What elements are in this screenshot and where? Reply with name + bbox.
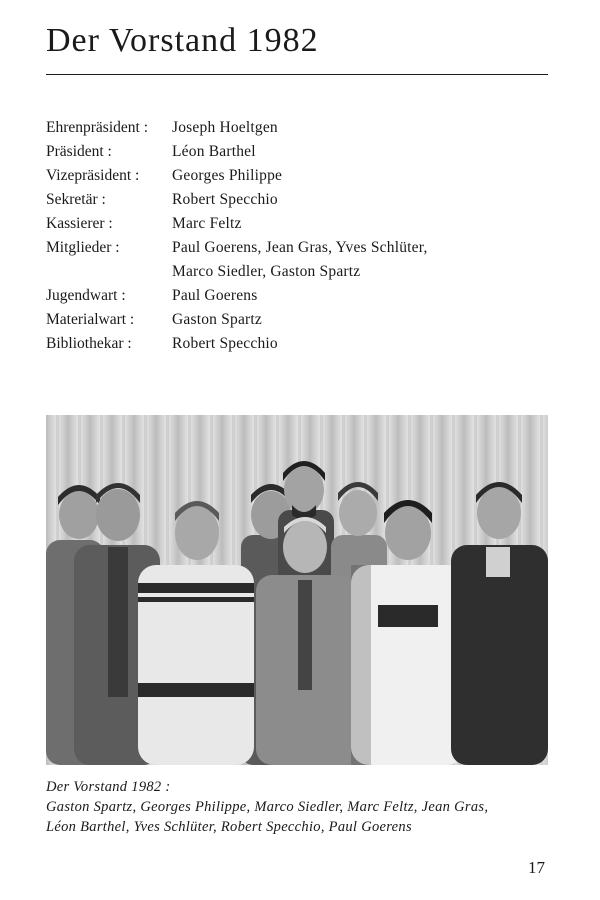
caption-line: Gaston Spartz, Georges Philippe, Marco Siedler, Marc Feltz, Jean Gras, xyxy=(46,799,489,815)
page-number: 17 xyxy=(528,858,545,877)
role-label: Sekretär : xyxy=(46,191,106,208)
caption-line: Léon Barthel, Yves Schlüter, Robert Specchio, Paul Goerens xyxy=(46,819,412,835)
member-names: Marc Feltz xyxy=(172,215,242,232)
role-label: Materialwart : xyxy=(46,311,135,328)
board-row-ehrenpraesident xyxy=(46,116,556,140)
board-list xyxy=(46,116,556,356)
role-label: Kassierer : xyxy=(46,215,113,232)
title-rule xyxy=(46,74,548,75)
group-photo xyxy=(46,415,548,765)
member-names: Léon Barthel xyxy=(172,143,256,160)
board-row-vizepraesident xyxy=(46,164,556,188)
member-names: Georges Philippe xyxy=(172,167,283,184)
role-label: Vizepräsident : xyxy=(46,167,140,184)
member-names: Paul Goerens xyxy=(172,287,258,304)
member-names-line: Paul Goerens, Jean Gras, Yves Schlüter, xyxy=(172,239,428,256)
board-row-bibliothekar xyxy=(46,332,556,356)
board-row-materialwart xyxy=(46,308,556,332)
member-names: Robert Specchio xyxy=(172,335,278,352)
member-names: Joseph Hoeltgen xyxy=(172,119,278,136)
member-names: Robert Specchio xyxy=(172,191,278,208)
role-label: Bibliothekar : xyxy=(46,335,132,352)
board-row-mitglieder xyxy=(46,236,556,284)
role-label: Mitglieder : xyxy=(46,239,120,256)
photo-caption xyxy=(46,777,566,837)
role-label: Jugendwart : xyxy=(46,287,126,304)
member-names: Gaston Spartz xyxy=(172,311,262,328)
member-names-line: Marco Siedler, Gaston Spartz xyxy=(172,263,361,280)
board-row-jugendwart xyxy=(46,284,556,308)
group-photo-illustration xyxy=(46,415,548,765)
role-label: Präsident : xyxy=(46,143,112,160)
board-row-praesident xyxy=(46,140,556,164)
caption-heading: Der Vorstand 1982 : xyxy=(46,779,171,795)
role-label: Ehrenpräsident : xyxy=(46,119,149,136)
member-names xyxy=(172,236,556,284)
page-title: Der Vorstand 1982 xyxy=(46,22,319,59)
board-row-kassierer xyxy=(46,212,556,236)
board-row-sekretaer xyxy=(46,188,556,212)
